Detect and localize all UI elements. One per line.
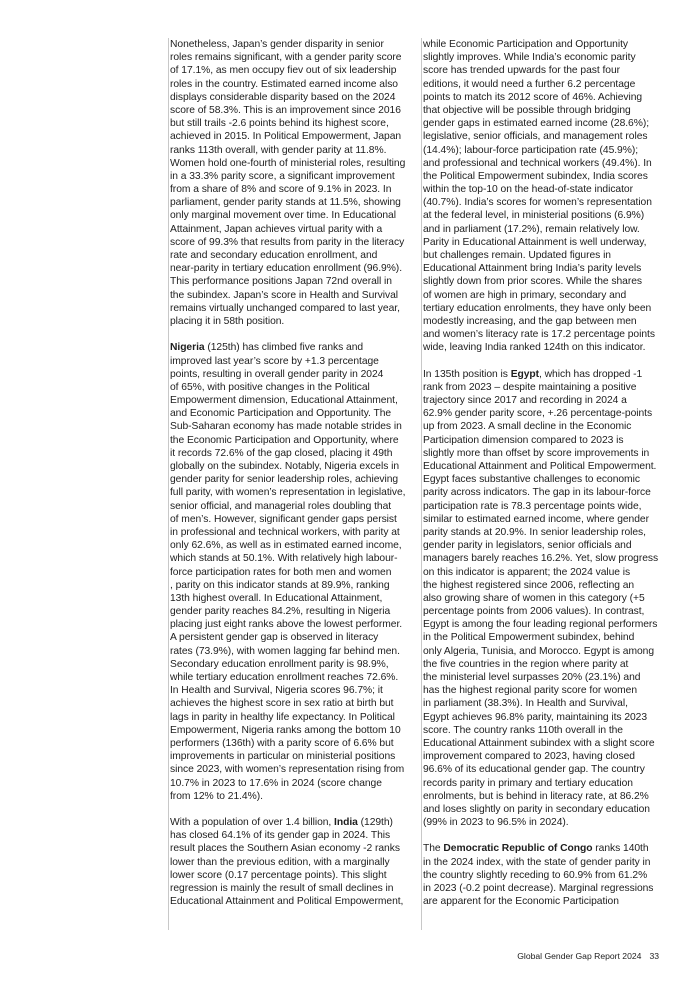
paragraph-drc-body: ranks 140th in the 2024 index, with the state of gender parity in the country slightly receding to 60.9% from 61.2% in 2023 (-0.2 point decrease). Marginal regressions are apparent for the Economic Participation [423, 843, 654, 908]
paragraph-egypt [423, 368, 662, 830]
country-name-nigeria: Nigeria [170, 342, 205, 354]
paragraph-nigeria [170, 341, 409, 803]
page-number: 33 [649, 951, 659, 961]
paragraph-india-body: (129th) has closed 64.1% of its gender gap in 2024. This result places the Southern Asian economy -2 ranks lower than the previous edition, with a marginally lower score (0.17 percentage points). This slight regression is mainly the result of small declines in Educational Attainment and Political Empowerment, [170, 817, 404, 908]
report-title: Global Gender Gap Report 2024 [517, 951, 642, 961]
paragraph-nigeria-body: (125th) has climbed five ranks and improved last year’s score by +1.3 percentage points, resulting in overall gender parity in 2024 of 65%, with positive changes in the Political Empowerment dimension, Educational Attainment, and Economic Participation and Opportunity. The Sub-Saharan economy has made notable strides in the Economic Participation and Opportunity, where it records 72.6% of the gap closed, placing it 49th globally on the subindex. Notably, Nigeria excels in gender parity for senior leadership roles, achieving full parity, with women’s representation in legislative, senior official, and managerial roles doubling that of men’s. However, significant gender gaps persist in professional and technical workers, with parity at only 62.6%, as well as in estimated earned income, which stands at 50.1%. With relatively high labour- force participation rates for both men and women , parity on this indicator stands at 89.9%, ranking 13th highest overall. In Educational Attainment, gender parity reaches 84.2%, resulting in Nigeria placing just eight ranks above the lowest performer. A persistent gender gap is observed in literacy rates (73.9%), with women lagging far behind men. Secondary education enrollment parity is 98.9%, while tertiary education enrollment reaches 72.6%. In Health and Survival, Nigeria scores 96.7%; it achieves the highest score in sex ratio at birth but lags in parity in healthy life expectancy. In Political Empowerment, Nigeria ranks among the bottom 10 performers (136th) with a parity score of 6.6% but improvements in particular on ministerial positions since 2023, with women’s representation rising from 10.7% in 2023 to 17.6% in 2024 (score change from 12% to 21.4%). [170, 342, 406, 802]
paragraph-drc-lead: The [423, 843, 444, 855]
paragraph-india [170, 816, 409, 908]
paragraph-japan: Nonetheless, Japan’s gender disparity in senior roles remains significant, with a gender parity score of 17.1%, as men occupy fiev out of six leadership roles in the country. Estimated earned income also displays considerable disparity based on the 2024 score of 58.3%. This is an improvement since 2016 but still trails -2.6 points behind its highest score, achieved in 2015. In Political Empowerment, Japan ranks 113th overall, with gender parity at 11.8%. Women hold one-fourth of ministerial roles, resulting in a 33.3% parity score, a significant improvement from a share of 8% and score of 9.1% in 2023. In parliament, gender parity stands at 11.5%, showing only marginal movement over time. In Educational Attainment, Japan achieves virtual parity with a score of 99.3% that results from parity in the literacy rate and secondary education enrollment, and near-parity in tertiary education enrollment (96.9%). This performance positions Japan 72nd overall in the subindex. Japan’s score in Health and Survival remains virtually unchanged compared to last year, placing it in 58th position. [170, 39, 406, 327]
country-name-drc: Democratic Republic of Congo [443, 843, 593, 855]
country-name-india: India [334, 817, 358, 829]
paragraph-egypt-lead: In 135th position is [423, 368, 511, 380]
page-footer [517, 951, 659, 961]
country-name-egypt: Egypt [510, 368, 540, 380]
paragraph-egypt-body: , which has dropped -1 rank from 2023 – despite maintaining a positive trajectory since 2017 and recording in 2024 a 62.9% gender parity score, +.26 percentage-points up from 2023. A small decline in the Economic Participation dimension compared to 2023 is slightly more than offset by score improvements in Educational Attainment and Political Empowerment. Egypt faces substantive challenges to economic parity across indicators. The gap in its labour-force participation rate is 78.3 percentage points wide, similar to estimated earned income, where gender parity stands at 20.9%. In senior leadership roles, gender parity in legislators, senior officials and managers barely reaches 16.2%. Yet, slow progress on this indicator is apparent; the 2024 value is the highest registered since 2006, reflecting an also growing share of women in this category (+5 percentage points from 2006 values). In contrast, Egypt is among the four leading regional performers in the Political Empowerment subindex, behind only Algeria, Tunisia, and Morocco. Egypt is among the five countries in the region where parity at the ministerial level surpasses 20% (23.1%) and has the highest regional parity score for women in parliament (38.3%). In Health and Survival, Egypt achieves 96.8% parity, maintaining its 2023 score. The country ranks 110th overall in the Educational Attainment subindex with a slight score improvement compared to 2023, having closed 96.6% of its educational gender gap. The country records parity in primary and tertiary education enrolments, but is behind in literacy rate, at 86.2% and loses slightly on parity in secondary education (99% in 2023 to 96.5% in 2024). [423, 368, 659, 829]
left-text-column [168, 38, 409, 930]
paragraph-india-lead: With a population of over 1.4 billion, [170, 817, 335, 829]
right-text-column [421, 38, 662, 930]
paragraph-india-continued: while Economic Participation and Opportunity slightly improves. While India’s economic parity score has trended upwards for the past four editions, it would need a further 6.2 percentage points to match its 2012 score of 46%. Achieving that objective will be possible through bridging gender gaps in estimated earned income (28.6%); legislative, senior officials, and management roles (14.4%); labour-force participation rate (45.9%); and professional and technical workers (49.4%). In the Political Empowerment subindex, India scores within the top-10 on the head-of-state indicator (40.7%). India’s scores for women’s representation at the federal level, in ministerial positions (6.9%) and in parliament (17.2%), remain relatively low. Parity in Educational Attainment is well underway, but challenges remain. Updated figures in Educational Attainment bring India’s parity levels slightly down from prior scores. While the shares of women are high in primary, secondary and tertiary education enrolments, they have only been modestly increasing, and the gap between men and women’s literacy rate is 17.2 percentage points wide, leaving India ranked 124th on this indicator. [423, 39, 655, 354]
paragraph-drc [423, 842, 662, 908]
